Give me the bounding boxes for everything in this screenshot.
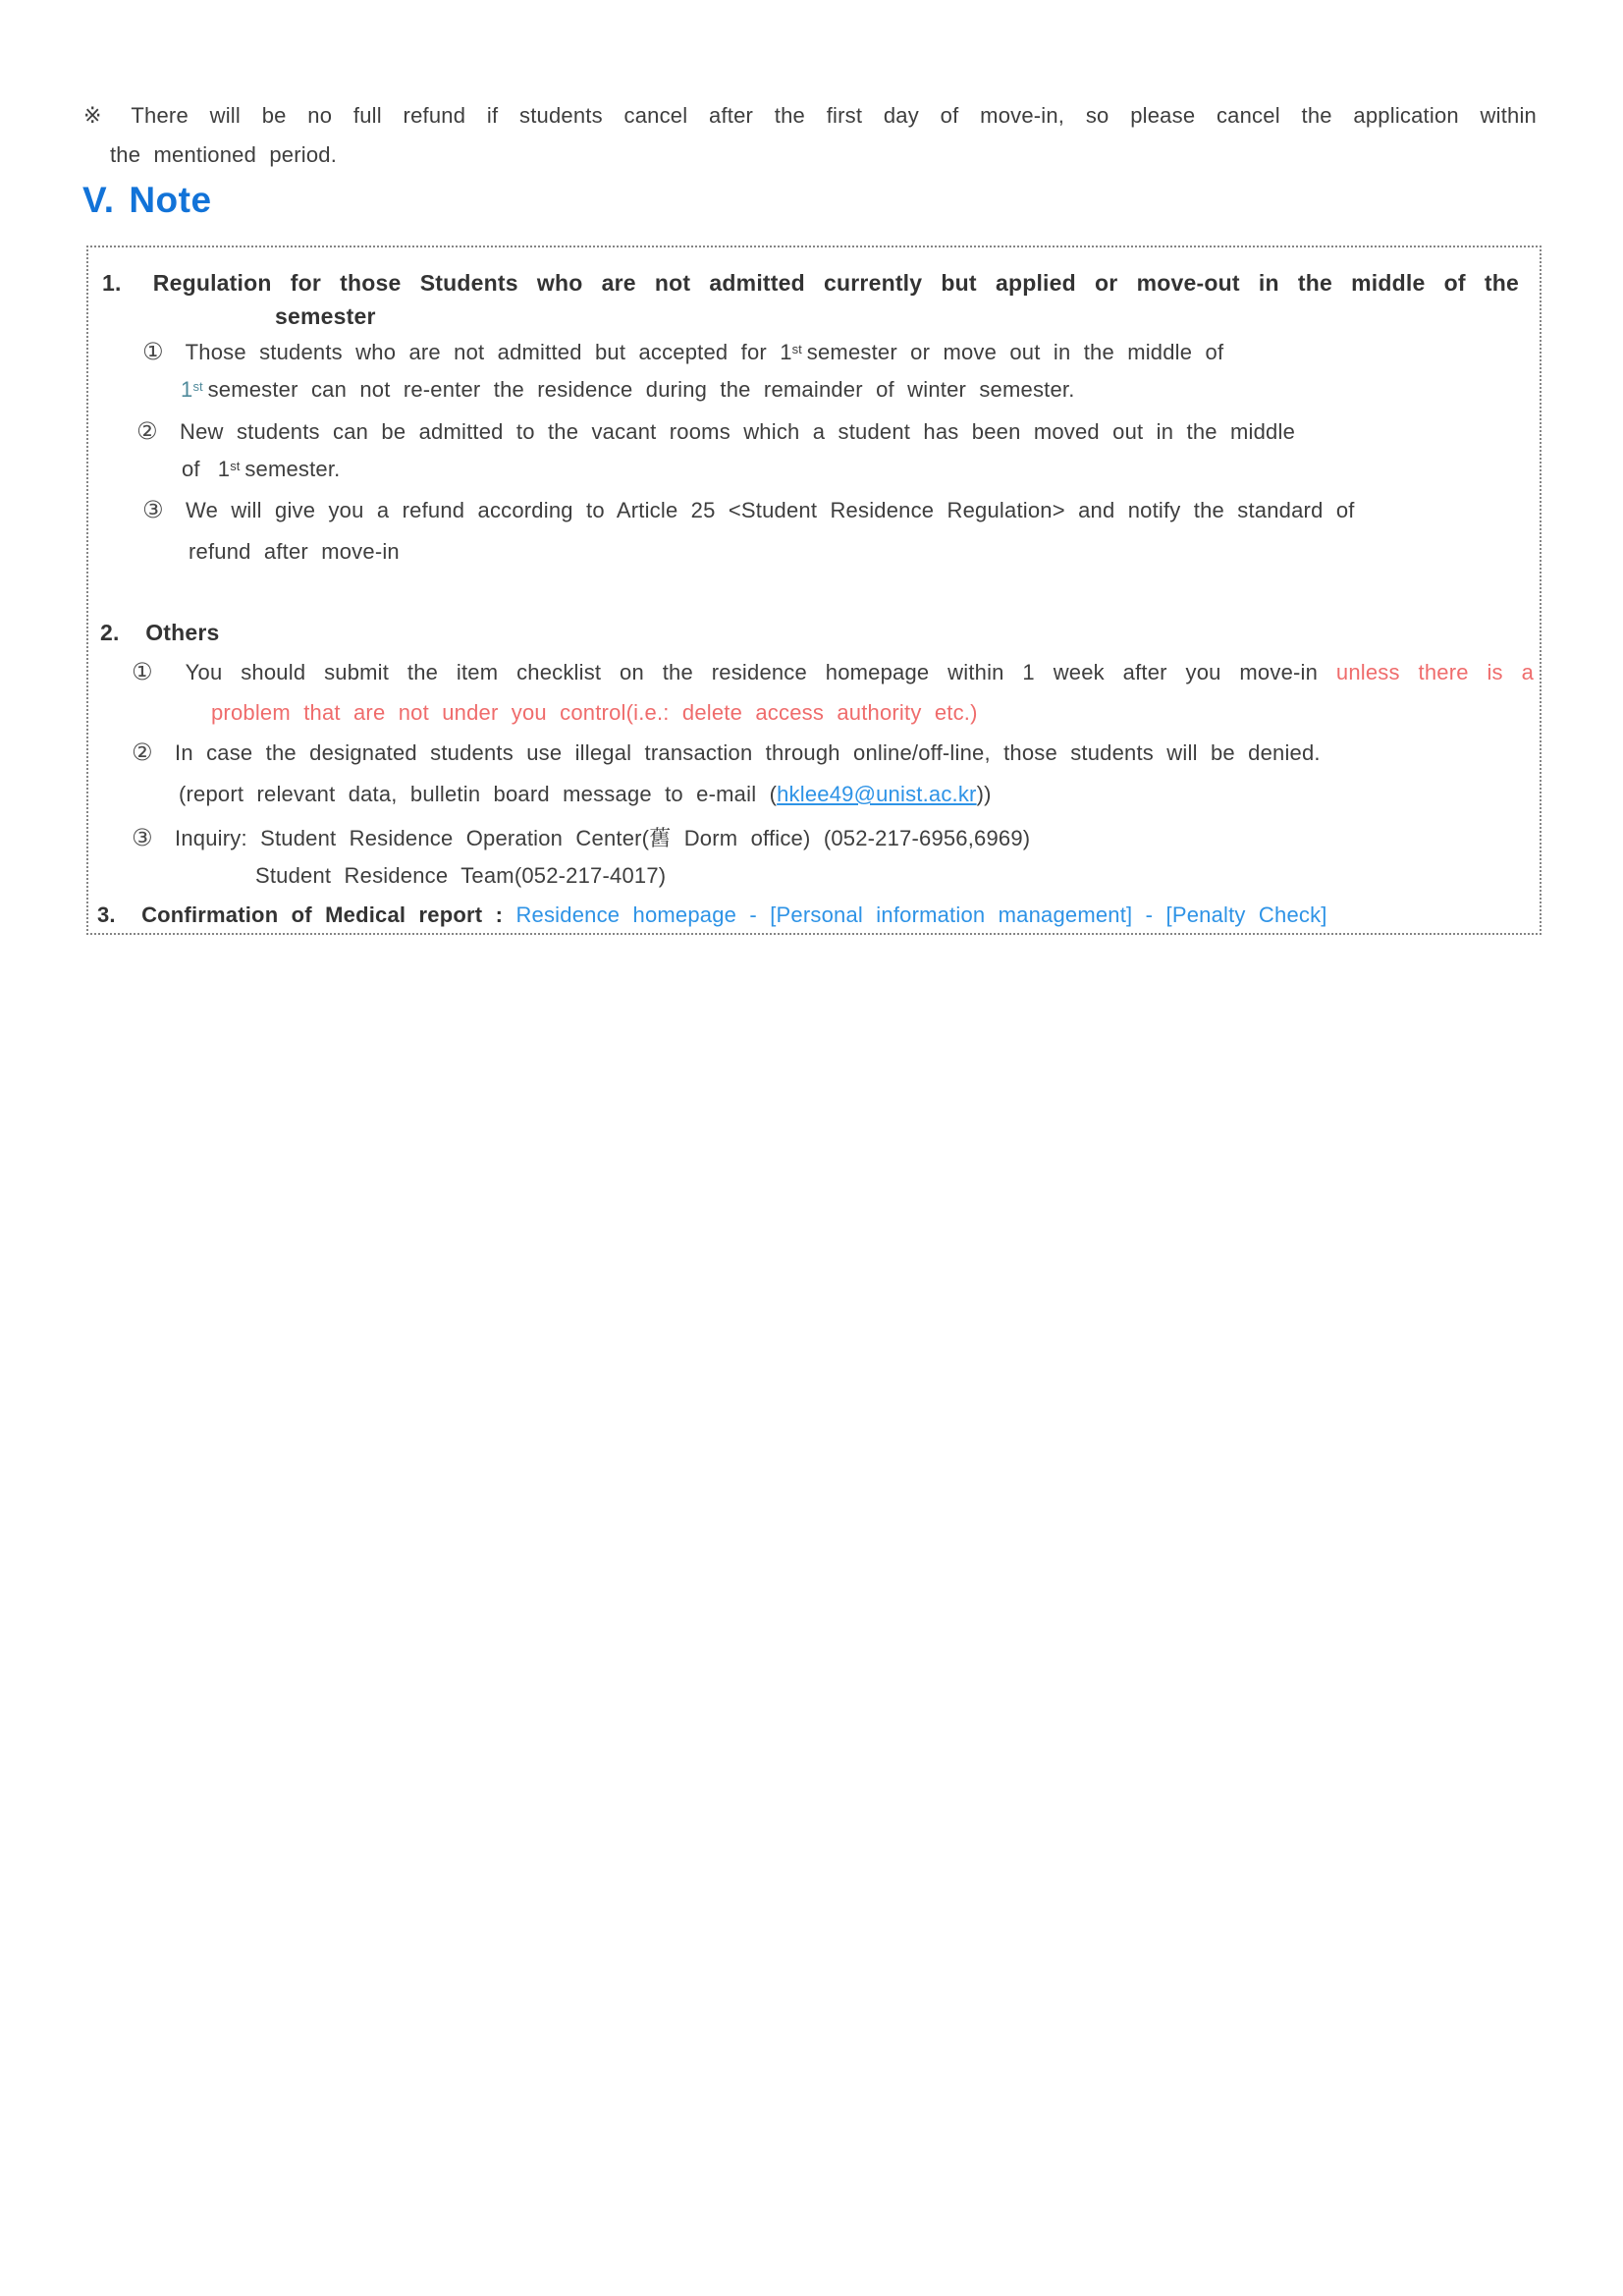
item2-number: 2.: [100, 620, 120, 645]
point-text: We will give you a refund according to Article 25 <Student Residence Regulation> and notify the standard of: [186, 498, 1355, 522]
point-text: You should submit the item checklist on the residence homepage within 1 week after you move-in: [185, 660, 1319, 684]
point-text: Inquiry: Student Residence Operation Center(舊 Dorm office) (052-217-6956,6969): [175, 826, 1031, 850]
bullet-circled-3-icon: ③: [132, 825, 153, 851]
item2-point2-line-1: [132, 734, 1321, 773]
superscript-st: st: [791, 342, 802, 356]
item3-label: Confirmation of Medical report :: [141, 902, 504, 927]
item2-point3-line-2: [255, 856, 666, 896]
point-text: semester can not re-enter the residence during the remainder of winter semester.: [207, 377, 1075, 402]
item1-title-line-2: [275, 297, 376, 336]
alert-text: unless there is a: [1335, 660, 1535, 684]
top-note-line-2: [110, 136, 337, 175]
point-text: Student Residence Team(052-217-4017): [255, 863, 667, 888]
item2-title-line: [100, 613, 220, 652]
top-note-line-1: [83, 96, 1537, 136]
email-link[interactable]: hklee49@unist.ac.kr: [777, 782, 977, 806]
item1-point2-line-2: [182, 450, 340, 489]
item3-line: [97, 896, 1327, 935]
point-text: )): [976, 782, 992, 806]
item1-title-text-2: semester: [275, 303, 376, 329]
item2-point3-line-1: [132, 819, 1030, 858]
alert-text: problem that are not under you control(i.e.: delete access authority etc.): [211, 700, 978, 725]
section-heading: V. Note: [82, 180, 212, 220]
item1-point3-line-2: [189, 532, 400, 572]
item2-point1-line-2: [211, 693, 978, 733]
point-text: semester or move out in the middle of: [806, 340, 1224, 364]
point-text: In case the designated students use illegal transaction through online/off-line, those students will be denied.: [175, 740, 1321, 765]
item2-point2-line-2: [179, 775, 992, 814]
item1-point1-line-1: [142, 333, 1223, 372]
note-box: [86, 246, 1542, 935]
point-text: 1: [181, 377, 193, 402]
point-text: semester.: [244, 457, 341, 481]
item1-point2-line-1: [136, 412, 1295, 452]
bullet-circled-2-icon: ②: [136, 418, 158, 445]
point-text: (report relevant data, bulletin board message to e-mail (: [179, 782, 778, 806]
point-text: 1: [217, 457, 231, 481]
item3-number: 3.: [97, 902, 116, 927]
reference-mark-icon: ※: [83, 103, 111, 128]
bullet-circled-2-icon: ②: [132, 739, 153, 766]
bullet-circled-3-icon: ③: [142, 497, 164, 523]
superscript-st: st: [192, 379, 203, 394]
superscript-st: st: [230, 459, 241, 473]
medical-report-path-link[interactable]: Residence homepage - [Personal information management] - [Penalty Check]: [515, 902, 1327, 927]
point-text: refund after move-in: [189, 539, 400, 564]
item2-title-text: Others: [145, 620, 220, 645]
point-text: of: [182, 457, 200, 481]
item1-point3-line-1: [142, 491, 1355, 530]
item1-number: 1.: [102, 270, 122, 296]
top-note-text-2: the mentioned period.: [110, 142, 338, 167]
item2-point1-line-1: [132, 653, 1534, 692]
bullet-circled-1-icon: ①: [142, 339, 164, 365]
item1-title-text: Regulation for those Students who are not admitted currently but applied or move-out in the middle of the: [152, 270, 1519, 296]
bullet-circled-1-icon: ①: [132, 659, 159, 685]
point-text: New students can be admitted to the vacant rooms which a student has been moved out in the middle: [180, 419, 1296, 444]
item1-point1-line-2: [181, 370, 1075, 410]
point-text: Those students who are not admitted but accepted for 1: [185, 340, 792, 364]
top-note-text-1: There will be no full refund if students cancel after the first day of move-in, so please cancel the application within: [131, 103, 1537, 128]
